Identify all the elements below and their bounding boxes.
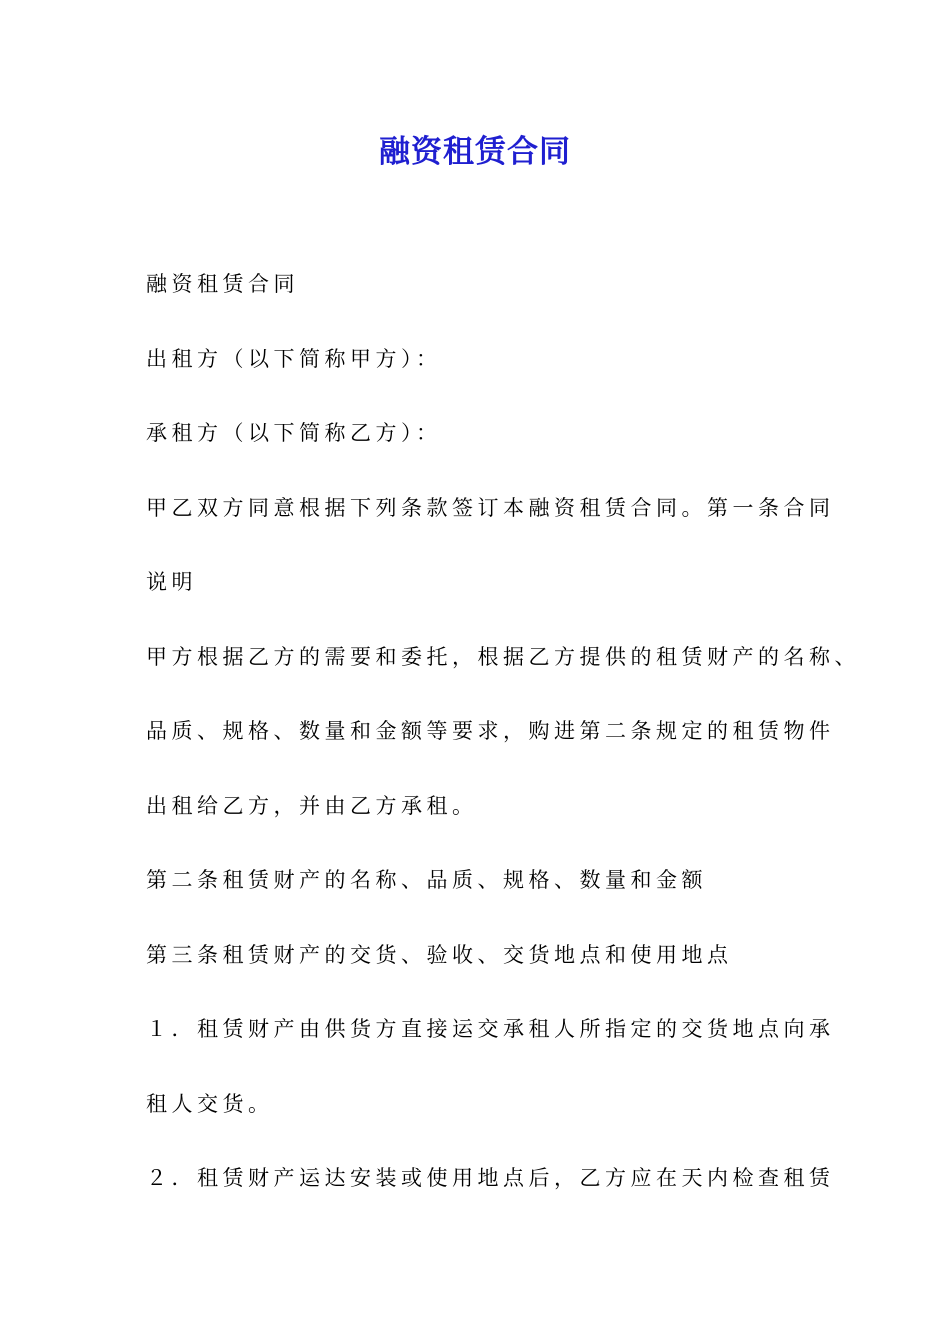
body-line: 出租方（以下简称甲方）：	[146, 346, 442, 371]
body-line: 甲乙双方同意根据下列条款签订本融资租赁合同。第一条合同	[146, 495, 835, 520]
body-line: １．租赁财产由供货方直接运交承租人所指定的交货地点向承	[146, 1017, 835, 1041]
document-title: 融资租赁合同	[379, 134, 571, 170]
body-line: 品质、规格、数量和金额等要求，购进第二条规定的租赁物件	[146, 719, 835, 743]
body-line: 第三条租赁财产的交货、验收、交货地点和使用地点	[146, 942, 733, 967]
body-line: 承租方（以下简称乙方）：	[146, 421, 442, 445]
body-line: 租人交货。	[146, 1091, 274, 1116]
body-line: ２．租赁财产运达安装或使用地点后，乙方应在天内检查租赁	[146, 1166, 835, 1190]
body-line: 说明	[146, 570, 197, 594]
body-line: 出租给乙方，并由乙方承租。	[146, 793, 478, 818]
body-line: 第二条租赁财产的名称、品质、规格、数量和金额	[146, 868, 707, 892]
body-line: 甲方根据乙方的需要和委托，根据乙方提供的租赁财产的名称、	[146, 644, 860, 669]
body-line: 融资租赁合同	[146, 272, 299, 296]
document-body	[146, 264, 860, 1233]
